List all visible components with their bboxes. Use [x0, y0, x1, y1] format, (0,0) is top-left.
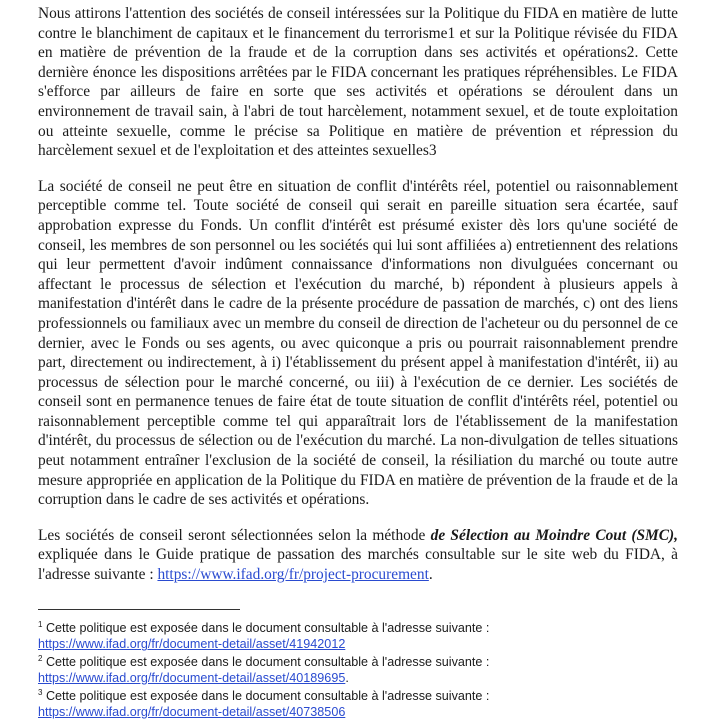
paragraph-policies: Nous attirons l'attention des sociétés de conseil intéressées sur la Politique du FIDA en matière de lutte contre le blanchiment de capitaux et le financement du terrorisme1 et sur la Politique révisée du FIDA en matière de prévention de la fraude et de la corruption dans ses activités et opérations2. Cette dernière énonce les dispositions arrêtées par le FIDA concernant les pratiques répréhensibles. Le FIDA s'efforce par ailleurs de faire en sorte que ses activités et opérations se déroulent dans un environnement de travail sain, à l'abri de tout harcèlement, notamment sexuel, et de toute exploitation ou atteinte sexuelle, comme le précise sa Politique en matière de prévention et répression du harcèlement sexuel et de l'exploitation et des atteintes sexuelles3: [38, 5, 678, 160]
footnote-text: Cette politique est exposée dans le document consultable à l'adresse suivante :: [45, 654, 490, 669]
footnote-link[interactable]: https://www.ifad.org/fr/document-detail/asset/40738506: [38, 705, 346, 720]
paragraph-conflict-of-interest: La société de conseil ne peut être en situation de conflit d'intérêts réel, potentiel ou raisonnablement perceptible comme tel. Toute société de conseil qui serait en pareille situation sera écartée, sauf approbation expresse du Fonds. Un conflit d'intérêt est présumé exister dès lors qu'une société de conseil, les membres de son personnel ou les sociétés qui lui sont affiliées a) entretiennent des relations qui leur permettent d'avoir indûment connaissance d'informations non divulguées concernant ou affectant le processus de sélection et l'exécution du marché, b) répondent à plusieurs appels à manifestation d'intérêt dans le cadre de la présente procédure de passation de marchés, c) ont des liens professionnels ou familiaux avec un membre du conseil de direction de l'acheteur ou du personnel de ce dernier, avec le Fonds ou ses agents, ou avec quiconque a pris ou pourrait raisonnablement prendre part, directement ou indirectement, à i) l'établissement du présent appel à manifestation d'intérêt, ii) au processus de sélection pour le marché concerné, ou iii) à l'exécution de ce dernier. Les sociétés de conseil sont en permanence tenues de faire état de toute situation de conflit d'intérêts réel, potentiel ou raisonnablement perceptible comme tel qui apparaîtrait lors de l'établissement de la manifestation d'intérêt, du processus de sélection ou de l'exécution du marché. La non-divulgation de telles situations peut notamment entraîner l'exclusion de la société de conseil, la résiliation du marché ou toute autre mesure appropriée en application de la Politique du FIDA en matière de prévention de la fraude et de la corruption dans le cadre de ses activités et opérations.: [38, 177, 678, 509]
footnote-link[interactable]: https://www.ifad.org/fr/document-detail/asset/41942012: [38, 637, 346, 652]
footnote-link[interactable]: https://www.ifad.org/fr/document-detail/asset/40189695: [38, 671, 346, 686]
footnote-3: [38, 688, 678, 721]
footnote-number: 3: [38, 687, 43, 697]
selection-method-intro: Les sociétés de conseil seront sélectionnées selon la méthode: [38, 526, 431, 544]
footnotes: [38, 620, 678, 721]
selection-method-name: de Sélection au Moindre Cout (SMC),: [430, 526, 678, 544]
footnote-2: [38, 654, 678, 687]
selection-method-end: .: [428, 566, 433, 584]
footnote-text: Cette politique est exposée dans le document consultable à l'adresse suivante :: [45, 621, 490, 635]
procurement-link[interactable]: https://www.ifad.org/fr/project-procurement: [157, 566, 429, 584]
footnote-end: .: [345, 671, 349, 686]
footnote-separator: [38, 609, 240, 610]
footnote-number: 2: [38, 653, 43, 663]
footnote-text: Cette politique est exposée dans le document consultable à l'adresse suivante :: [45, 688, 490, 703]
footnote-number: 1: [38, 620, 43, 629]
document-body: [38, 4, 678, 585]
selection-method-text: expliquée dans le Guide pratique de passation des marchés consultable sur le site web du FIDA, à l'adresse suivante :: [38, 546, 678, 584]
footnote-1: [38, 620, 678, 653]
paragraph-selection-method: [38, 526, 678, 585]
